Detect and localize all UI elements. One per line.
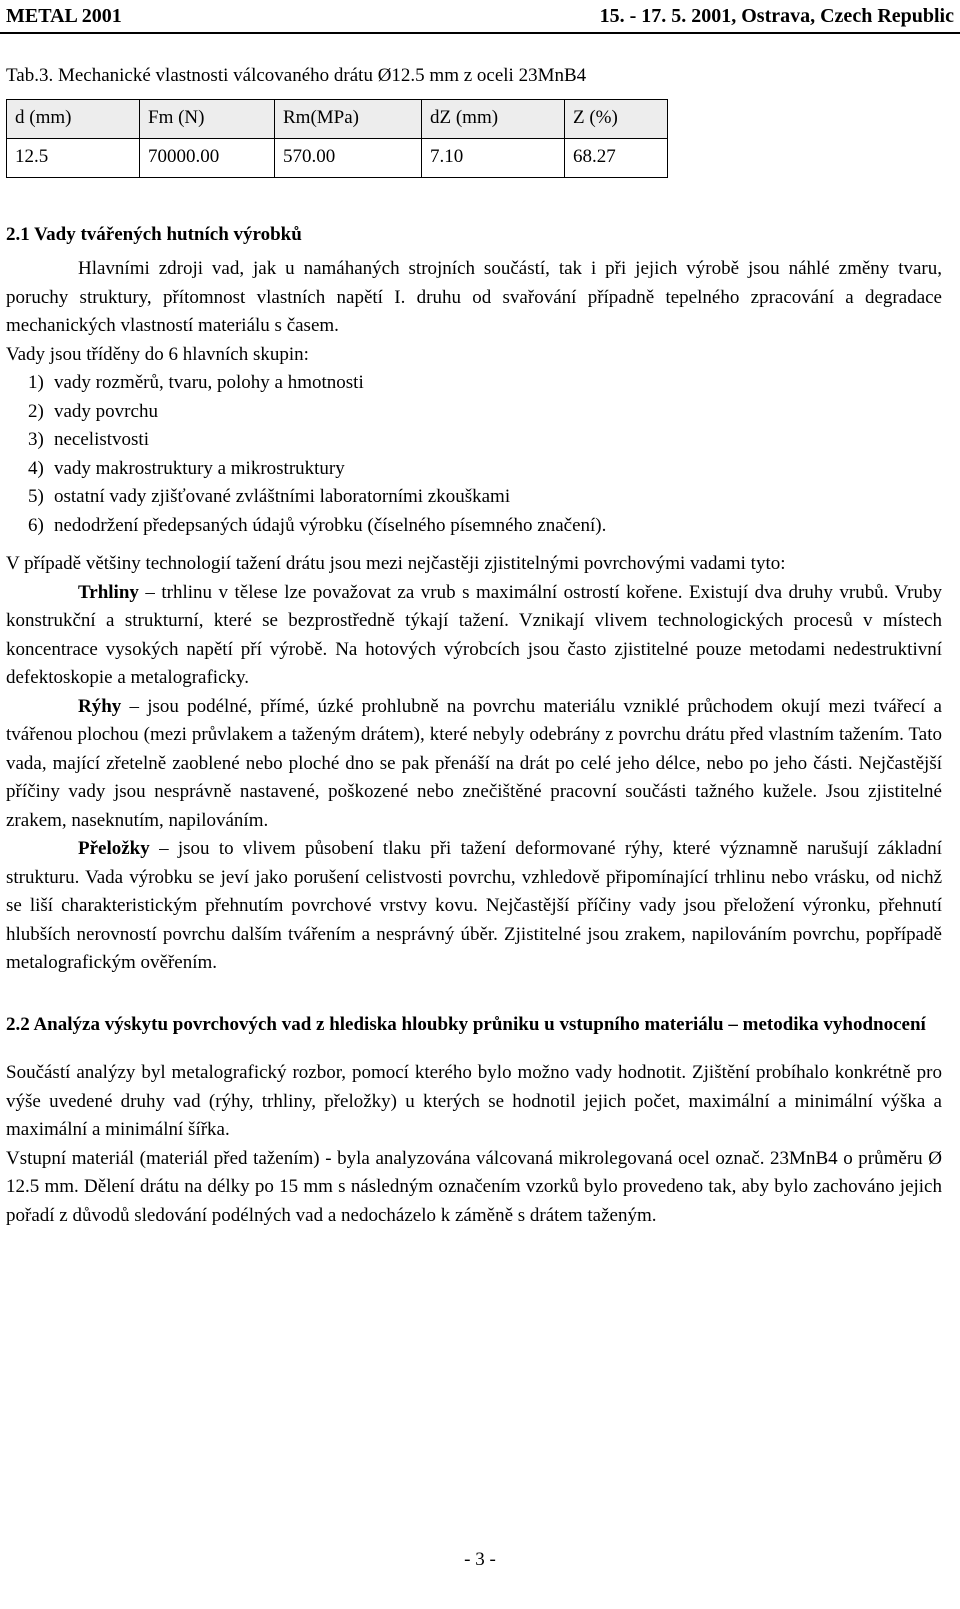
paragraph-groups-intro: Vady jsou tříděny do 6 hlavních skupin: [6, 343, 309, 365]
table-header-cell: d (mm) [7, 99, 140, 138]
paragraph-cracks [6, 579, 942, 693]
header-conference: METAL 2001 [6, 5, 122, 27]
list-item [28, 455, 942, 484]
list-item-number: 5) [28, 486, 44, 508]
list-item-text: vady povrchu [54, 400, 158, 422]
list-item-text: vady makrostruktury a mikrostruktury [54, 457, 345, 479]
list-item [28, 369, 942, 398]
table-cell: 570.00 [275, 138, 422, 177]
table-cell: 70000.00 [140, 138, 275, 177]
list-item [28, 483, 942, 512]
list-item-number: 4) [28, 457, 44, 479]
paragraph-analysis: Součástí analýzy byl metalografický rozbor, pomocí kterého bylo možno vady hodnotit. Zjištění probíhalo konkrétně pro výše uvedené druhy vad (rýhy, trhliny, přeložky) u kterých se hodnotil jejich počet, maximální a minimální výška a maximální a minimální šířka. [6, 1062, 942, 1141]
paragraph-drawing-intro: V případě většiny technologií tažení drátu jsou mezi nejčastěji zjistitelnými povrchovými vadami tyto: [6, 553, 786, 575]
term-laps: Přeložky [78, 838, 150, 860]
paragraph-input-material: Vstupní materiál (materiál před tažením) - byla analyzována válcovaná mikrolegovaná ocel označ. 23MnB4 o průměru Ø 12.5 mm. Dělení drátu na délky po 15 mm s následným označením vzorků bylo provedeno tak, aby bylo zachováno jejich pořadí z důvodů sledování podélných vad a nedocházelo k záměně s drátem taženým. [6, 1147, 942, 1226]
page-number: - 3 - [464, 1549, 496, 1570]
table-cell: 7.10 [422, 138, 565, 177]
list-item-number: 6) [28, 514, 44, 536]
list-item [28, 426, 942, 455]
mechanical-properties-table [6, 99, 668, 178]
paragraph-intro: Hlavními zdroji vad, jak u namáhaných strojních součástí, tak i při jejich výrobě jsou náhlé změny tvaru, poruchy struktury, přítomnost vlastních napětí I. druhu od svařování případně tepelného zpracování a degradace mechanických vlastností materiálu s časem. [6, 258, 942, 337]
table-header-cell: Z (%) [565, 99, 668, 138]
list-item-text: nedodržení předepsaných údajů výrobku (číselného písemného značení). [54, 514, 607, 536]
paragraph-laps [6, 835, 942, 978]
table-header-row [7, 99, 668, 138]
term-scratches: Rýhy [78, 695, 122, 717]
list-item [28, 398, 942, 427]
list-item-number: 2) [28, 400, 44, 422]
list-item-number: 3) [28, 429, 44, 451]
laps-text: – jsou to vlivem působení tlaku při tažení deformované rýhy, které významně narušují základní strukturu. Vada výrobku se jeví jako porušení celistvosti povrchu, vzhledově připomínající trhlinu nebo vrásku, od nichž se liší charakteristickým přehnutím povrchové vrstvy kovu. Nejčastější příčiny vady jsou přeložení výronku, přehnutí hlubších nerovností povrchu dalším tvářením a nesprávný úběr. Zjistitelné jsou zrakem, napilováním povrchu, popřípadě metalografickým ověřením. [6, 838, 942, 974]
table-header-cell: Fm (N) [140, 99, 275, 138]
cracks-text: – trhlinu v tělese lze považovat za vrub s maximální ostrostí kořene. Existují dva druhy vrubů. Vruby konstrukční a strukturní, které se bezprostředně týkají tažení. Vznikají vlivem technologických procesů v místech koncentrace vysokých napětí pří výrobě. Na hotových výrobcích jsou často zjistitelné pouze metodami nedestruktivní defektoskopie a metalograficky. [6, 581, 942, 689]
defect-groups-list [6, 369, 942, 540]
list-item-text: vady rozměrů, tvaru, polohy a hmotnosti [54, 372, 364, 394]
main-content [6, 62, 942, 1230]
section-heading-2-1: 2.1 Vady tvářených hutních výrobků [6, 223, 302, 245]
list-item [28, 512, 942, 541]
list-item-text: ostatní vady zjišťované zvláštními laboratorními zkouškami [54, 486, 511, 508]
section-heading-2-2: 2.2 Analýza výskytu povrchových vad z hlediska hloubky průniku u vstupního materiálu – metodika vyhodnocení [6, 1013, 926, 1035]
table-cell: 12.5 [7, 138, 140, 177]
running-header [0, 0, 960, 34]
list-item-text: necelistvosti [54, 429, 149, 451]
paragraph-scratches [6, 693, 942, 836]
term-cracks: Trhliny [78, 581, 139, 603]
list-item-number: 1) [28, 372, 44, 394]
table-header-cell: Rm(MPa) [275, 99, 422, 138]
header-date-place: 15. - 17. 5. 2001, Ostrava, Czech Republic [599, 5, 954, 27]
scratches-text: – jsou podélné, přímé, úzké prohlubně na povrchu materiálu vzniklé průchodem okují mezi tvářecí a tvářenou plochou (mezi průvlakem a taženým drátem), které nebyly odebrány z povrchu drátu před vlastním tažením. Tato vada, mající zřetelně zaoblené nebo ploché dno se pak přenáší na drát po celé jeho délce, nebo po jeho části. Nejčastější příčiny vady jsou nesprávně nastavené, poškozené nebo znečištěné pracovní součásti tažného kužele. Jsou zjistitelné zrakem, naseknutím, napilováním. [6, 695, 942, 831]
table-caption: Tab.3. Mechanické vlastnosti válcovaného drátu Ø12.5 mm z oceli 23MnB4 [6, 65, 587, 86]
table-header-cell: dZ (mm) [422, 99, 565, 138]
table-row [7, 138, 668, 177]
table-cell: 68.27 [565, 138, 668, 177]
